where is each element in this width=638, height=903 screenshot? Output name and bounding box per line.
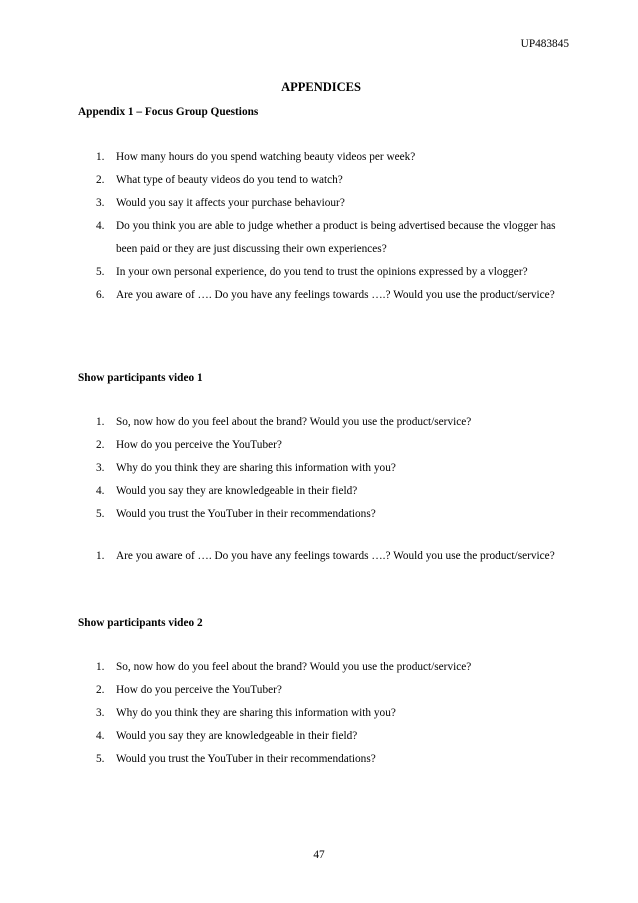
list-item-number: 1. — [96, 661, 105, 673]
list-item-text: How do you perceive the YouTuber? — [116, 684, 282, 696]
list-item-text: So, now how do you feel about the brand? Would you use the product/service? — [116, 416, 472, 428]
list-item — [78, 480, 566, 503]
page-title: APPENDICES — [281, 80, 361, 94]
list-item — [78, 284, 566, 307]
list-item — [78, 656, 566, 679]
list-item-number: 2. — [96, 684, 105, 696]
list-item-number: 3. — [96, 462, 105, 474]
list-item — [78, 503, 566, 526]
list-item-text: How many hours do you spend watching beauty videos per week? — [116, 151, 416, 163]
list-item — [78, 679, 566, 702]
list-item-text: How do you perceive the YouTuber? — [116, 439, 282, 451]
list-item-text: Would you trust the YouTuber in their recommendations? — [116, 508, 376, 520]
list-item-number: 1. — [96, 550, 105, 562]
list-item-number: 5. — [96, 753, 105, 765]
list-item — [78, 192, 566, 215]
list-item — [78, 169, 566, 192]
list-item — [78, 146, 566, 169]
list-item-number: 2. — [96, 439, 105, 451]
list-item-text: Are you aware of …. Do you have any feelings towards ….? Would you use the product/service? — [116, 550, 555, 562]
list-item-number: 4. — [96, 220, 105, 232]
list-item-text: Are you aware of …. Do you have any feelings towards ….? Would you use the product/service? — [116, 289, 555, 301]
list-item-number: 3. — [96, 197, 105, 209]
list-item-number: 4. — [96, 730, 105, 742]
list-item — [78, 215, 566, 261]
list-item — [78, 748, 566, 771]
page-number: 47 — [313, 849, 325, 861]
list-item-text: What type of beauty videos do you tend to watch? — [116, 174, 343, 186]
list-item-text: Would you trust the YouTuber in their recommendations? — [116, 753, 376, 765]
focus-group-questions-list — [78, 146, 566, 307]
appendix-1-heading: Appendix 1 – Focus Group Questions — [78, 106, 259, 118]
video-1-heading: Show participants video 1 — [78, 372, 203, 384]
list-item — [78, 434, 566, 457]
list-item-number: 2. — [96, 174, 105, 186]
document-id: UP483845 — [520, 38, 569, 50]
video-1-followup-list — [78, 545, 566, 568]
list-item — [78, 545, 566, 568]
list-item-number: 6. — [96, 289, 105, 301]
list-item — [78, 702, 566, 725]
list-item-number: 3. — [96, 707, 105, 719]
video-1-questions-list — [78, 411, 566, 526]
list-item — [78, 411, 566, 434]
list-item-text: Why do you think they are sharing this information with you? — [116, 462, 396, 474]
list-item-number: 1. — [96, 151, 105, 163]
list-item-number: 5. — [96, 266, 105, 278]
list-item-text: Would you say they are knowledgeable in their field? — [116, 485, 358, 497]
list-item-number: 1. — [96, 416, 105, 428]
list-item — [78, 457, 566, 480]
list-item-text: In your own personal experience, do you tend to trust the opinions expressed by a vlogger? — [116, 266, 528, 278]
list-item-text: So, now how do you feel about the brand? Would you use the product/service? — [116, 661, 472, 673]
video-2-questions-list — [78, 656, 566, 771]
list-item-text: Do you think you are able to judge whether a product is being advertised because the vlogger has been paid or they are just discussing their own experiences? — [116, 220, 556, 255]
list-item-number: 5. — [96, 508, 105, 520]
video-2-heading: Show participants video 2 — [78, 617, 203, 629]
list-item — [78, 725, 566, 748]
list-item-text: Why do you think they are sharing this information with you? — [116, 707, 396, 719]
list-item — [78, 261, 566, 284]
list-item-text: Would you say it affects your purchase behaviour? — [116, 197, 345, 209]
list-item-number: 4. — [96, 485, 105, 497]
list-item-text: Would you say they are knowledgeable in their field? — [116, 730, 358, 742]
